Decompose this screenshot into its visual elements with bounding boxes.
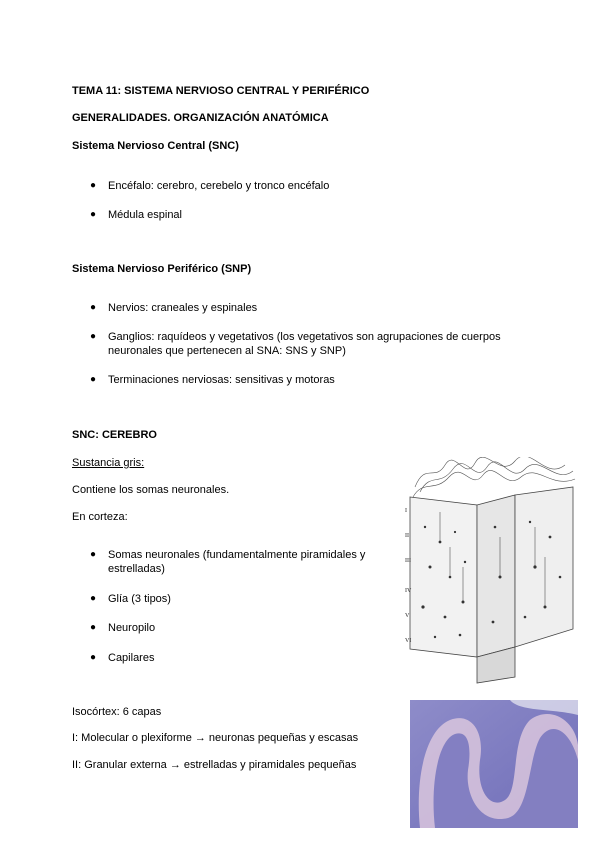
cerebro-title: SNC: CEREBRO [72,429,157,441]
paragraph: Contiene los somas neuronales. [72,484,230,496]
bullet-icon: ● [90,209,97,220]
layer-item: I: Molecular o plexiforme → neuronas pequeñas y escasas [72,732,359,744]
list-item: Nervios: craneales y espinales [108,302,258,314]
heading-generalidades: GENERALIDADES. ORGANIZACIÓN ANATÓMICA [72,112,329,124]
list-item: Capilares [108,652,155,664]
bullet-icon: ● [90,331,97,342]
layer-label: VI [405,638,412,644]
snc-title: Sistema Nervioso Central (SNC) [72,140,239,152]
layer-item: II: Granular externa → estrelladas y piramidales pequeñas [72,759,357,771]
bullet-icon: ● [90,622,97,633]
list-item: Ganglios: raquídeos y vegetativos (los vegetativos son agrupaciones de cuerpos [108,331,501,343]
paragraph: En corteza: [72,511,128,523]
bullet-icon: ● [90,374,97,385]
layer-label: III [405,558,411,564]
sustancia-gris-heading: Sustancia gris: [72,457,145,469]
bullet-icon: ● [90,593,97,604]
bullet-icon: ● [90,549,97,560]
cortex-layers-illustration [405,457,582,685]
heading-tema: TEMA 11: SISTEMA NERVIOSO CENTRAL Y PERIFÉRICO [72,85,370,97]
list-item: Glía (3 tipos) [108,593,171,605]
bullet-icon: ● [90,302,97,313]
list-item: Encéfalo: cerebro, cerebelo y tronco encéfalo [108,180,330,192]
list-item: Somas neuronales (fundamentalmente piramidales y [108,549,366,561]
layer-label: IV [405,588,412,594]
layer-label: I [405,508,407,514]
list-item-continuation: neuronales que pertenecen al SNA: SNS y SNP) [108,345,346,357]
list-item: Terminaciones nerviosas: sensitivas y motoras [108,374,335,386]
list-item: Médula espinal [108,209,182,221]
snp-title: Sistema Nervioso Periférico (SNP) [72,263,252,275]
cortex-histology-image [410,700,578,828]
bullet-icon: ● [90,180,97,191]
bullet-icon: ● [90,652,97,663]
layer-label: II [405,533,409,539]
isocortex-label: Isocórtex: 6 capas [72,706,162,718]
layer-label: V [405,613,410,619]
list-item: Neuropilo [108,622,156,634]
list-item-continuation: estrelladas) [108,563,165,575]
